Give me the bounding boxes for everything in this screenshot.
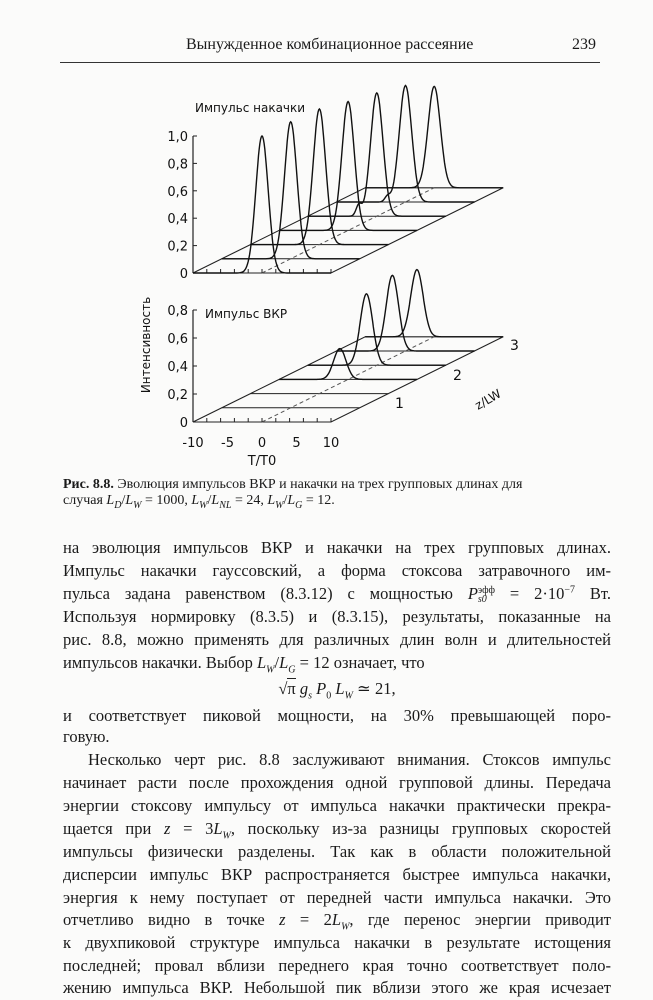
body-line: говую. bbox=[63, 727, 110, 746]
y-tick-label: 0,8 bbox=[167, 304, 188, 319]
math: L bbox=[331, 910, 342, 929]
math: = 2 bbox=[285, 910, 332, 929]
z-tick-label: 2 bbox=[453, 368, 462, 384]
x-tick-label: 5 bbox=[292, 436, 301, 451]
x-tick-label: 0 bbox=[257, 436, 267, 451]
panel-label: Импульс ВКР bbox=[205, 307, 288, 321]
math-sub: NL bbox=[219, 499, 232, 511]
math-sub: G bbox=[288, 664, 296, 676]
y-tick-label: 1,0 bbox=[167, 130, 188, 145]
body-line: жению импульса ВКР. Небольшой пик вблизи этого же края исчезает bbox=[63, 978, 611, 997]
body-line bbox=[63, 653, 611, 676]
y-tick-label: 0,6 bbox=[167, 332, 188, 347]
caption-text: случая bbox=[63, 493, 107, 508]
math: = 2·10 bbox=[495, 584, 565, 603]
math: / bbox=[274, 653, 280, 672]
running-header-title: Вынужденное комбинационное рассеяние bbox=[186, 36, 474, 53]
math: L bbox=[106, 493, 115, 508]
math: L bbox=[256, 653, 267, 672]
math-sub: 0 bbox=[326, 690, 332, 702]
math: g bbox=[295, 679, 309, 698]
figure-8-8-chart bbox=[0, 0, 653, 470]
z-tick-label: 3 bbox=[510, 338, 519, 354]
math-sup: эфф bbox=[477, 585, 496, 597]
body-line: последней; провал вблизи переднего края точно соответствует поло- bbox=[63, 956, 611, 975]
math-sub: s bbox=[308, 690, 313, 702]
y-tick-label: 0 bbox=[179, 416, 188, 431]
body-line: к двухпиковой структуре импульса накачки в результате истощения bbox=[63, 933, 611, 952]
z-tick-label: 1 bbox=[395, 396, 404, 412]
x-axis-label: T/T0 bbox=[247, 454, 277, 469]
math: L bbox=[125, 493, 134, 508]
body-line: на эволюция импульсов ВКР и накачки на трех групповых длинах. bbox=[63, 538, 611, 557]
math: L bbox=[287, 493, 296, 508]
math: P bbox=[467, 584, 478, 603]
body-line bbox=[63, 910, 611, 933]
math-sub: s0 bbox=[477, 594, 487, 606]
math-sub: W bbox=[275, 499, 284, 511]
math-sub: G bbox=[295, 499, 303, 511]
x-tick-label: -5 bbox=[221, 436, 234, 451]
body-line bbox=[63, 819, 612, 842]
text: , где перенос энергии приводит bbox=[349, 910, 611, 929]
text: щается при bbox=[63, 819, 164, 838]
math: π bbox=[287, 679, 296, 698]
body-line: Используя нормировку (8.3.5) и (8.3.15), результаты, показанные на bbox=[63, 607, 611, 626]
math-sub: W bbox=[266, 664, 275, 676]
body-line: начинает расти после прохождения одной групповой длины. Передача bbox=[63, 773, 611, 792]
math: L bbox=[267, 493, 276, 508]
math: = 3 bbox=[170, 819, 214, 838]
x-tick-label: -10 bbox=[182, 436, 204, 451]
text: отчетливо видно в точке bbox=[63, 910, 280, 929]
caption-label: Рис. 8.8. bbox=[63, 477, 114, 492]
body-line bbox=[63, 584, 611, 604]
y-tick-label: 0,2 bbox=[167, 388, 188, 403]
math: L bbox=[213, 819, 223, 838]
y-axis-label: Интенсивность bbox=[139, 296, 153, 394]
math: √ bbox=[278, 679, 288, 698]
math: z bbox=[279, 910, 286, 929]
text: пульса задана равенством (8.3.12) с мощностью bbox=[63, 584, 468, 603]
math: / bbox=[121, 493, 126, 508]
math-sub: W bbox=[344, 690, 353, 702]
y-tick-label: 0 bbox=[179, 267, 188, 282]
body-line: дисперсии импульс ВКР распространяется быстрее импульса накачки, bbox=[63, 865, 611, 884]
caption-text: = 12. bbox=[302, 493, 335, 508]
math: z bbox=[163, 819, 171, 838]
math-sub: D bbox=[114, 499, 122, 511]
caption-text: = 24, bbox=[231, 493, 268, 508]
panel-label: Импульс накачки bbox=[195, 101, 306, 115]
math: / bbox=[283, 493, 288, 508]
text: , поскольку из-за разницы групповых скоростей bbox=[230, 819, 612, 838]
math: L bbox=[211, 493, 220, 508]
body-line: рис. 8.8, можно применять для различных длин волн и длительностей bbox=[63, 630, 611, 649]
math: / bbox=[207, 493, 212, 508]
figure-caption-line-2 bbox=[63, 493, 611, 509]
caption-text: Эволюция импульсов ВКР и накачки на трех групповых длинах для bbox=[113, 477, 523, 492]
display-formula bbox=[63, 679, 611, 702]
math-sub: W bbox=[133, 499, 142, 511]
figure-caption-line-1 bbox=[63, 477, 611, 493]
math-sub: W bbox=[199, 499, 208, 511]
z-axis-label: z/LW bbox=[472, 386, 504, 413]
y-tick-label: 0,6 bbox=[167, 184, 188, 200]
text: импульсов накачки. Выбор bbox=[63, 653, 257, 672]
math: L bbox=[331, 679, 345, 698]
body-line: энергия к нему поступает от передней части импульса накачки. Это bbox=[63, 888, 611, 907]
body-line: импульсы физически разделены. Так как в области положительной bbox=[63, 842, 611, 861]
body-line: Импульс накачки гауссовский, а форма стоксова затравочного им- bbox=[63, 561, 611, 580]
text: = 12 означает, что bbox=[295, 653, 425, 672]
y-tick-label: 0,4 bbox=[167, 212, 188, 228]
y-tick-label: 0,4 bbox=[167, 360, 188, 375]
math: ≃ 21, bbox=[352, 679, 396, 698]
x-tick-label: 10 bbox=[322, 436, 340, 451]
caption-text: = 1000, bbox=[141, 493, 192, 508]
math-sub: W bbox=[341, 921, 350, 933]
math-sup: −7 bbox=[564, 584, 575, 596]
body-line: энергии стоксову импульсу от импульса накачки практически прекра- bbox=[63, 796, 611, 815]
body-line: и соответствует пиковой мощности, на 30% превышающей поро- bbox=[63, 706, 611, 725]
page-number: 239 bbox=[572, 36, 596, 53]
math-sub: W bbox=[222, 830, 231, 842]
y-tick-label: 0,2 bbox=[167, 239, 188, 255]
math: L bbox=[279, 653, 289, 672]
math: L bbox=[191, 493, 200, 508]
y-tick-label: 0,8 bbox=[167, 157, 188, 173]
body-line: Несколько черт рис. 8.8 заслуживают внимания. Стоксов импульс bbox=[88, 750, 611, 769]
text: Вт. bbox=[575, 584, 611, 603]
math: P bbox=[312, 679, 327, 698]
